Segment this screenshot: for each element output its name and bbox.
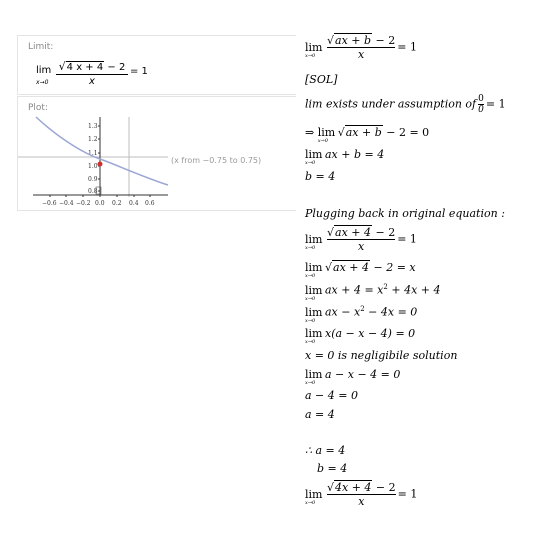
sqrt-icon: √	[327, 226, 335, 239]
limit-radicand: 4 x + 4	[66, 62, 104, 73]
equation-line-16: a = 4	[305, 408, 335, 421]
lim-operator: lim	[305, 487, 323, 501]
plot-range-note: (x from −0.75 to 0.75)	[171, 156, 262, 165]
assumption-text: lim exists under assumption of	[305, 97, 477, 111]
y-tick-label: 1.0	[88, 163, 98, 170]
equation-line-8	[305, 226, 417, 253]
equation-body: ax − x	[325, 305, 361, 319]
limit-point-marker	[98, 162, 103, 167]
lim-operator: lim	[305, 368, 323, 381]
lim-subscript: x→0	[305, 380, 316, 386]
final-equation	[305, 481, 417, 508]
equation-line-13: x = 0 is negligibile solution	[305, 349, 458, 362]
equation-line-5	[305, 148, 385, 166]
equation-body: a − x − 4 = 0	[325, 368, 401, 381]
numerator-tail: − 2	[372, 34, 396, 47]
numerator-tail: − 2	[372, 226, 396, 239]
y-tick-label: 1.2	[88, 136, 98, 143]
lim-operator: lim	[305, 232, 323, 246]
lim-operator: lim	[305, 327, 323, 340]
equation-body: ax + b = 4	[325, 148, 385, 161]
y-tick-label: 0.9	[88, 176, 98, 183]
equation-line-12	[305, 327, 416, 345]
exponent: 2	[360, 305, 365, 313]
function-curve	[36, 117, 168, 185]
zero-denominator: 0	[478, 105, 484, 115]
equation-body: x(a − x − 4) = 0	[325, 327, 416, 340]
sqrt-icon: √	[325, 261, 333, 274]
equation-line-9	[305, 261, 416, 279]
therefore-b: b = 4	[317, 462, 348, 475]
therefore-a: ∴ a = 4	[305, 444, 346, 457]
equation-rhs: = 1	[485, 97, 506, 111]
equation-line-15: a − 4 = 0	[305, 389, 358, 402]
limit-numerator-tail: − 2	[104, 62, 126, 73]
radicand: ax + b	[335, 34, 372, 47]
sqrt-icon: √	[327, 34, 335, 47]
equation-body: ax + 4 = x	[325, 283, 384, 297]
lim-subscript: x→0	[305, 244, 316, 251]
exponent: 2	[383, 283, 388, 291]
limit-denominator: x	[89, 76, 95, 87]
equation-line-14	[305, 368, 401, 386]
equation-line-10	[305, 283, 441, 302]
implies-icon: ⇒	[305, 126, 315, 139]
x-tick-label: 0.4	[129, 200, 139, 207]
limit-pod-title: Limit:	[28, 42, 54, 52]
lim-subscript: x→0	[305, 317, 316, 324]
radicand: ax + b	[345, 126, 382, 139]
lim-subscript: x→0	[305, 273, 316, 279]
function-plot	[18, 97, 296, 210]
limit-fraction	[56, 60, 128, 87]
y-tick-label: 1.3	[88, 123, 98, 130]
equation-line-6: b = 4	[305, 170, 336, 183]
zero-numerator: 0	[478, 94, 484, 104]
lim-subscript: x→0	[36, 79, 49, 86]
limit-pod	[17, 35, 296, 95]
x-tick-label: −0.6	[42, 200, 57, 207]
lim-operator: lim	[36, 65, 52, 76]
equation-tail: − 2 = x	[370, 261, 416, 274]
plot-pod-title: Plot:	[28, 103, 48, 113]
denominator: x	[358, 240, 365, 253]
x-tick-label: −0.4	[59, 200, 74, 207]
x-tick-label: 0.6	[145, 200, 155, 207]
radicand: 4x + 4	[335, 481, 372, 494]
sqrt-icon: √	[327, 481, 335, 494]
equation-body-tail: + 4x + 4	[387, 283, 441, 297]
sqrt-icon: √	[337, 126, 345, 139]
limit-numerator	[56, 60, 128, 74]
equation-line-4	[305, 126, 430, 144]
lim-subscript: x→0	[317, 138, 328, 144]
numerator-tail: − 2	[372, 481, 396, 494]
lim-operator: lim	[305, 261, 323, 274]
equation-tail: − 2 = 0	[382, 126, 430, 139]
x-tick-label: 0.2	[112, 200, 122, 207]
equation-rhs: = 1	[397, 487, 418, 501]
lim-subscript: x→0	[305, 499, 316, 506]
equation-line-1	[305, 34, 417, 61]
plot-pod	[17, 96, 296, 211]
equation-rhs: = 1	[397, 232, 417, 246]
limit-result: = 1	[130, 66, 148, 77]
y-tick-label: 1.1	[88, 150, 98, 157]
lim-operator: lim	[317, 126, 336, 139]
radicand: ax + 4	[335, 226, 371, 239]
equation-line-11	[305, 305, 418, 324]
x-tick-label: 0.0	[95, 200, 105, 207]
x-tick-label: −0.2	[76, 200, 91, 207]
lim-subscript: x→0	[305, 52, 316, 59]
y-tick-label: 0.8	[88, 188, 98, 195]
equation-line-3	[305, 94, 506, 115]
equation-body-tail: − 4x = 0	[364, 305, 418, 319]
denominator: x	[358, 495, 365, 508]
lim-operator: lim	[305, 148, 323, 161]
lim-operator: lim	[305, 283, 323, 297]
lim-subscript: x→0	[305, 339, 316, 345]
sol-label: [SOL]	[305, 73, 338, 86]
denominator: x	[358, 48, 365, 61]
lim-operator: lim	[305, 305, 323, 319]
equation-rhs: = 1	[397, 40, 417, 54]
sqrt-icon: √	[58, 60, 66, 73]
lim-subscript: x→0	[305, 160, 316, 166]
lim-subscript: x→0	[305, 295, 316, 302]
lim-operator: lim	[305, 40, 323, 54]
plugging-back-heading: Plugging back in original equation :	[305, 207, 505, 220]
radicand: ax + 4	[333, 261, 369, 274]
